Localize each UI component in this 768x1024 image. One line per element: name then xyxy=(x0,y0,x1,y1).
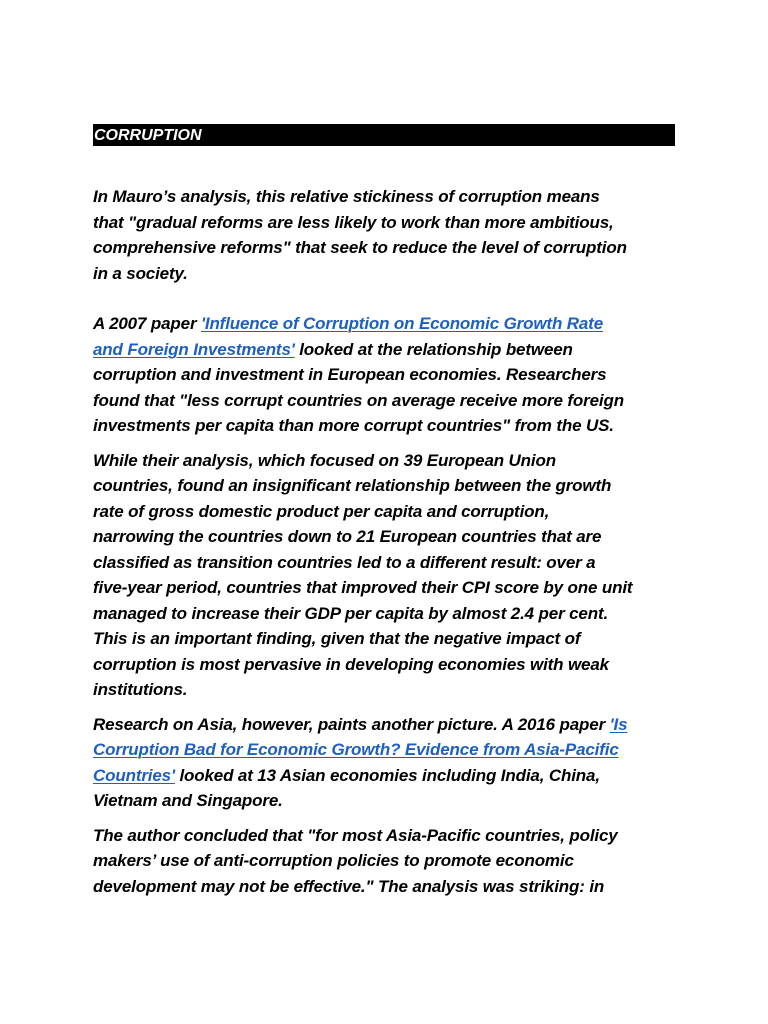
text-line: corruption is most pervasive in developing economies with weak xyxy=(93,654,609,674)
document-page xyxy=(93,124,675,899)
link-influence-of-corruption-paper[interactable]: 'Influence of Corruption on Economic Growth Rate xyxy=(200,314,603,333)
text-line: makers’ use of anti-corruption policies to promote economic xyxy=(93,851,574,870)
text-line: institutions. xyxy=(93,680,188,699)
text-line: corruption and investment in European economies. Researchers xyxy=(93,365,607,384)
paragraph-asia-research xyxy=(93,712,675,814)
text-line: five-year period, countries that improved their CPI score by one unit xyxy=(93,578,633,597)
text-segment: A 2007 paper xyxy=(93,314,201,333)
link-is-corruption-bad-paper-cont[interactable]: Corruption Bad for Economic Growth? Evidence from Asia-Pacific xyxy=(93,740,619,759)
text-line: narrowing the countries down to 21 European countries that are xyxy=(93,527,602,546)
text-line: The author concluded that "for most Asia-Pacific countries, policy xyxy=(93,825,618,845)
text-line: In Mauro’s analysis, this relative stickiness of corruption means xyxy=(93,187,600,206)
text-line xyxy=(93,737,675,763)
link-influence-of-corruption-paper-cont[interactable]: and Foreign Investments' xyxy=(93,339,295,359)
text-line: rate of gross domestic product per capita and corruption, xyxy=(93,501,550,521)
text-line xyxy=(93,337,675,363)
text-line xyxy=(93,763,675,789)
text-line xyxy=(93,712,675,738)
paragraph-eu-analysis xyxy=(93,448,675,703)
section-heading-text: CORRUPTION xyxy=(94,127,202,144)
text-segment: looked at the relationship between xyxy=(294,339,573,359)
paragraph-2007-paper xyxy=(93,311,675,439)
text-line: Vietnam and Singapore. xyxy=(93,791,283,810)
paragraph-author-conclusion xyxy=(93,823,675,900)
text-line: development may not be effective." The analysis was striking: in xyxy=(93,876,605,896)
text-line: classified as transition countries led to a different result: over a xyxy=(93,552,596,572)
text-segment: looked at 13 Asian economies including India, China, xyxy=(174,765,600,785)
link-is-corruption-bad-paper-end[interactable]: Countries' xyxy=(93,765,175,785)
text-line: that "gradual reforms are less likely to work than more ambitious, xyxy=(93,212,614,232)
section-heading xyxy=(93,124,675,146)
text-line: investments per capita than more corrupt countries" from the US. xyxy=(93,416,614,435)
text-line: comprehensive reforms" that seek to reduce the level of corruption xyxy=(93,238,627,257)
text-line: in a society. xyxy=(93,263,188,283)
text-line xyxy=(93,311,675,337)
text-segment: Research on Asia, however, paints another picture. A 2016 paper xyxy=(93,714,610,734)
text-line: countries, found an insignificant relationship between the growth xyxy=(93,476,612,495)
text-line: While their analysis, which focused on 39 European Union xyxy=(93,450,556,470)
text-line: This is an important finding, given that the negative impact of xyxy=(93,629,581,648)
text-line: managed to increase their GDP per capita by almost 2.4 per cent. xyxy=(93,603,609,623)
paragraph-mauro-analysis xyxy=(93,184,675,286)
text-line: found that "less corrupt countries on average receive more foreign xyxy=(93,390,624,410)
link-is-corruption-bad-paper[interactable]: 'Is xyxy=(609,714,628,734)
